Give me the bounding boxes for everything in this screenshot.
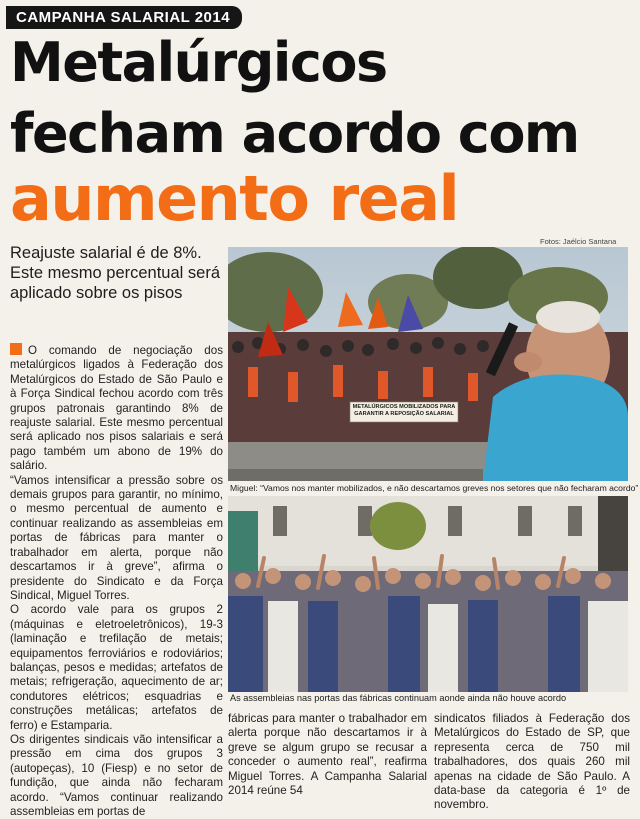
headline-line-1: Metalúrgicos <box>10 31 387 94</box>
article-column-2: fábricas para manter o trabalhador em alerta porque não descartamos ir à greve se algum grupo se recusar a conceder o aumento real”, reafirma Miguel Torres. A Campanha Salarial 2014 reúne 54 <box>228 712 427 798</box>
paragraph <box>10 343 223 474</box>
rally-banner-text: METALÚRGICOS MOBILIZADOS PARA GARANTIR A REPOSIÇÃO SALARIAL <box>352 404 456 417</box>
headline-line-3: aumento real <box>10 162 459 235</box>
paragraph: Os dirigentes sindicais vão intensificar a pressão em cima dos grupos 3 (autopeças), 10 (Fiesp) e no setor de fundição, que ainda não fecharam acordo. “Vamos continuar realizando assembleias em portas de <box>10 732 223 818</box>
article-column-3: sindicatos filiados à Federação dos Metalúrgicos do Estado de SP, que representa cerca de 750 mil trabalhadores, dos quais 260 mil apenas na cidade de São Paulo. A data-base da categoria é 1º de novembro. <box>434 712 630 812</box>
square-bullet-icon <box>10 343 22 355</box>
photo-rally-speaker <box>228 247 628 481</box>
paragraph: “Vamos intensificar a pressão sobre os demais grupos para garantir, no mínimo, o mesmo percentual de aumento e continuar realizando as assembleias em portas de fábricas para manter o trabalhador em alerta, porque não descartamos ir à greve”, afirma o presidente do Sindicato e da Força Sindical, Miguel Torres. <box>10 473 223 602</box>
section-tag: CAMPANHA SALARIAL 2014 <box>6 6 242 29</box>
paragraph-text: O comando de negociação dos metalúrgicos ligados à Federação dos Metalúrgicos do Estado de São Paulo e à Força Sindical fechou acordo com três grupos patronais garantindo 8% de reajuste salarial. Este mesmo percentual será aplicado nos pisos salariais e será pago também um abono de 19% do salário. <box>10 344 223 473</box>
photo-credit: Fotos: Jaélcio Santana <box>540 237 617 246</box>
photo-caption-1: Miguel: “Vamos nos manter mobilizados, e não descartamos greves nos setores que não fecharam acordo” <box>230 483 639 493</box>
rally-photo-illustration <box>228 247 628 481</box>
article-column-1 <box>10 343 223 819</box>
paragraph: O acordo vale para os grupos 2 (máquinas e eletroeletrônicos), 19-3 (laminação e trefilação de metais; equipamentos ferroviários e rodoviários; balanças, pesos e medidas; artefatos de metais; refrigeração, aquecimento de ar; condutores elétricos; esquadrias e construções metálicas; artefatos de ferro) e Estamparia. <box>10 603 223 732</box>
photo-factory-assembly <box>228 496 628 692</box>
photo-caption-2: As assembleias nas portas das fábricas continuam aonde ainda não houve acordo <box>230 693 567 703</box>
assembly-photo-illustration <box>228 496 628 692</box>
headline-line-2: fecham acordo com <box>10 102 579 165</box>
subheadline: Reajuste salarial é de 8%. Este mesmo percentual será aplicado sobre os pisos <box>10 244 221 302</box>
